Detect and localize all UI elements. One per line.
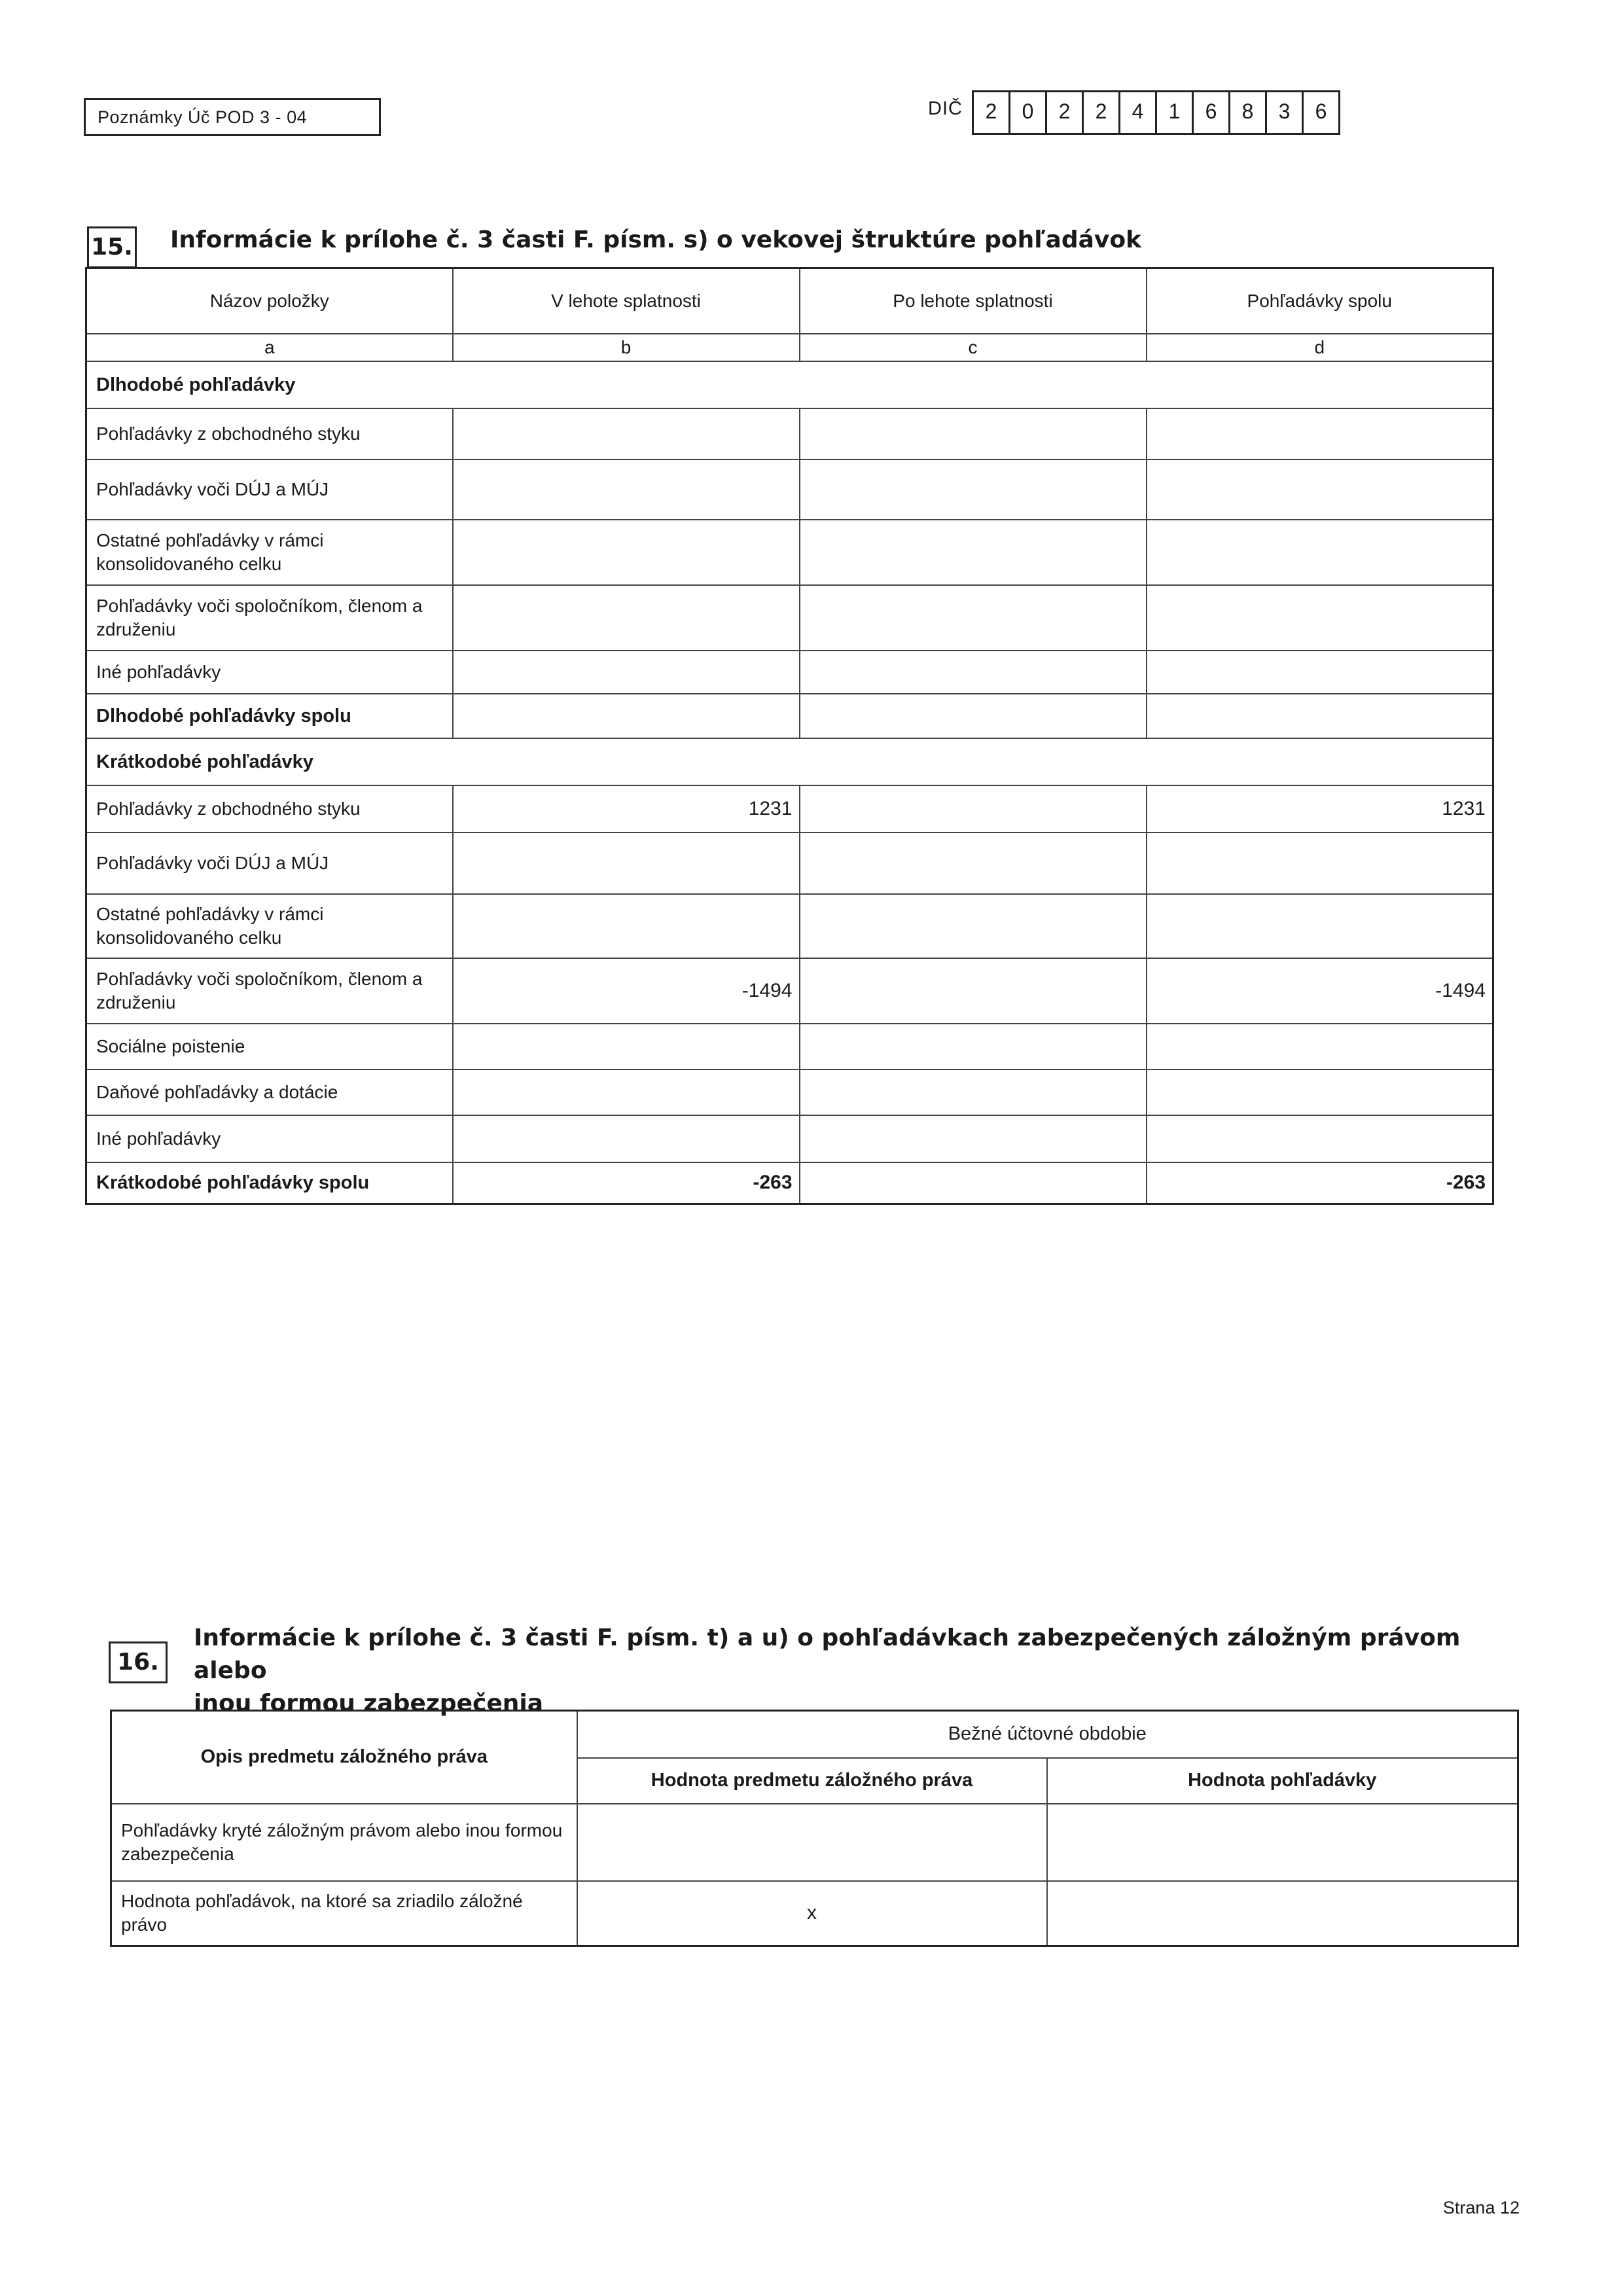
table-row xyxy=(86,833,1493,894)
section-16-title-line-1: Informácie k prílohe č. 3 časti F. písm. t) a u) o pohľadávkach zabezpečených záložným právom alebo xyxy=(194,1624,1461,1684)
value-overdue xyxy=(800,894,1147,958)
value-within-due xyxy=(453,585,800,651)
col-header-name: Názov položky xyxy=(86,268,453,334)
value-overdue xyxy=(800,1024,1147,1069)
column-letters-row xyxy=(86,334,1493,361)
value-total xyxy=(1147,1024,1493,1069)
row-label: Pohľadávky voči spoločníkom, členom a združeniu xyxy=(86,958,453,1024)
row-label: Iné pohľadávky xyxy=(86,1115,453,1162)
table-row xyxy=(86,459,1493,520)
table-row xyxy=(86,785,1493,833)
value-pledge xyxy=(577,1804,1047,1881)
table-row xyxy=(86,1069,1493,1115)
dic-digit: 4 xyxy=(1120,92,1157,133)
col-letter: c xyxy=(800,334,1147,361)
group-heading-row xyxy=(86,361,1493,408)
table-row xyxy=(111,1804,1518,1881)
value-within-due xyxy=(453,408,800,459)
col-letter: d xyxy=(1147,334,1493,361)
value-overdue xyxy=(800,1162,1147,1204)
short-term-heading: Krátkodobé pohľadávky xyxy=(86,738,1493,785)
value-total: 1231 xyxy=(1147,785,1493,833)
value-within-due xyxy=(453,1115,800,1162)
group-heading-row xyxy=(86,738,1493,785)
table-header-row xyxy=(111,1711,1518,1758)
value-within-due: -263 xyxy=(453,1162,800,1204)
row-label: Pohľadávky voči spoločníkom, členom a združeniu xyxy=(86,585,453,651)
table-row xyxy=(111,1881,1518,1946)
table-row xyxy=(86,894,1493,958)
section-15-number: 15. xyxy=(87,226,137,268)
dic-digit: 2 xyxy=(1084,92,1120,133)
col-header-pledge-value: Hodnota predmetu záložného práva xyxy=(577,1758,1047,1804)
dic-digit: 1 xyxy=(1157,92,1194,133)
row-label: Daňové pohľadávky a dotácie xyxy=(86,1069,453,1115)
table-row xyxy=(86,520,1493,585)
value-within-due xyxy=(453,459,800,520)
long-term-heading: Dlhodobé pohľadávky xyxy=(86,361,1493,408)
table-row xyxy=(86,1115,1493,1162)
value-overdue xyxy=(800,958,1147,1024)
receivables-age-table xyxy=(85,267,1494,1205)
table-row xyxy=(86,408,1493,459)
value-total xyxy=(1147,651,1493,694)
row-label: Ostatné pohľadávky v rámci konsolidovaného celku xyxy=(86,520,453,585)
value-total xyxy=(1147,833,1493,894)
row-label: Sociálne poistenie xyxy=(86,1024,453,1069)
row-label: Hodnota pohľadávok, na ktoré sa zriadilo záložné právo xyxy=(111,1881,577,1946)
value-receivable xyxy=(1047,1804,1518,1881)
form-code-label: Poznámky Úč POD 3 - 04 xyxy=(84,98,381,136)
dic-label: DIČ xyxy=(928,98,963,119)
col-header-overdue: Po lehote splatnosti xyxy=(800,268,1147,334)
dic-digit: 2 xyxy=(1047,92,1084,133)
dic-digit: 0 xyxy=(1010,92,1047,133)
row-label: Pohľadávky z obchodného styku xyxy=(86,408,453,459)
value-total: -263 xyxy=(1147,1162,1493,1204)
value-within-due: 1231 xyxy=(453,785,800,833)
value-within-due xyxy=(453,1024,800,1069)
value-overdue xyxy=(800,1115,1147,1162)
col-letter: b xyxy=(453,334,800,361)
value-total xyxy=(1147,520,1493,585)
row-label: Iné pohľadávky xyxy=(86,651,453,694)
value-within-due xyxy=(453,833,800,894)
col-header-current-period: Bežné účtovné obdobie xyxy=(577,1711,1518,1758)
table-header-row xyxy=(86,268,1493,334)
value-within-due xyxy=(453,651,800,694)
value-total xyxy=(1147,694,1493,738)
value-total: -1494 xyxy=(1147,958,1493,1024)
row-label: Pohľadávky voči DÚJ a MÚJ xyxy=(86,459,453,520)
col-header-receivable-value: Hodnota pohľadávky xyxy=(1047,1758,1518,1804)
dic-digit: 3 xyxy=(1267,92,1304,133)
long-term-total-label: Dlhodobé pohľadávky spolu xyxy=(86,694,453,738)
dic-number xyxy=(972,90,1340,135)
value-total xyxy=(1147,1115,1493,1162)
value-overdue xyxy=(800,408,1147,459)
table-row xyxy=(86,1024,1493,1069)
table-row xyxy=(86,651,1493,694)
value-receivable xyxy=(1047,1881,1518,1946)
col-header-within-due: V lehote splatnosti xyxy=(453,268,800,334)
page-number: Strana 12 xyxy=(1442,2198,1520,2217)
secured-receivables-table xyxy=(110,1710,1519,1947)
row-label: Ostatné pohľadávky v rámci konsolidovaného celku xyxy=(86,894,453,958)
value-overdue xyxy=(800,694,1147,738)
row-label: Pohľadávky z obchodného styku xyxy=(86,785,453,833)
value-total xyxy=(1147,585,1493,651)
value-within-due xyxy=(453,520,800,585)
total-row xyxy=(86,694,1493,738)
table-row xyxy=(86,585,1493,651)
dic-digit: 8 xyxy=(1230,92,1267,133)
section-16-title xyxy=(194,1622,1503,1720)
value-within-due xyxy=(453,894,800,958)
value-pledge: x xyxy=(577,1881,1047,1946)
value-overdue xyxy=(800,585,1147,651)
value-overdue xyxy=(800,520,1147,585)
value-total xyxy=(1147,408,1493,459)
col-header-description: Opis predmetu záložného práva xyxy=(111,1711,577,1804)
section-16-title-line-2: inou formou zabezpečenia xyxy=(194,1690,544,1717)
col-header-total: Pohľadávky spolu xyxy=(1147,268,1493,334)
row-label: Pohľadávky kryté záložným právom alebo inou formou zabezpečenia xyxy=(111,1804,577,1881)
total-row xyxy=(86,1162,1493,1204)
value-overdue xyxy=(800,1069,1147,1115)
table-row xyxy=(86,958,1493,1024)
col-letter: a xyxy=(86,334,453,361)
section-16-number: 16. xyxy=(109,1641,168,1683)
section-15-title: Informácie k prílohe č. 3 časti F. písm. s) o vekovej štruktúre pohľadávok xyxy=(170,226,1142,253)
value-total xyxy=(1147,1069,1493,1115)
value-overdue xyxy=(800,833,1147,894)
value-overdue xyxy=(800,785,1147,833)
value-overdue xyxy=(800,651,1147,694)
value-total xyxy=(1147,894,1493,958)
row-label: Pohľadávky voči DÚJ a MÚJ xyxy=(86,833,453,894)
value-within-due xyxy=(453,694,800,738)
dic-digit: 6 xyxy=(1194,92,1230,133)
short-term-total-label: Krátkodobé pohľadávky spolu xyxy=(86,1162,453,1204)
value-within-due: -1494 xyxy=(453,958,800,1024)
value-overdue xyxy=(800,459,1147,520)
value-within-due xyxy=(453,1069,800,1115)
dic-digit: 2 xyxy=(974,92,1010,133)
dic-digit: 6 xyxy=(1304,92,1340,133)
value-total xyxy=(1147,459,1493,520)
